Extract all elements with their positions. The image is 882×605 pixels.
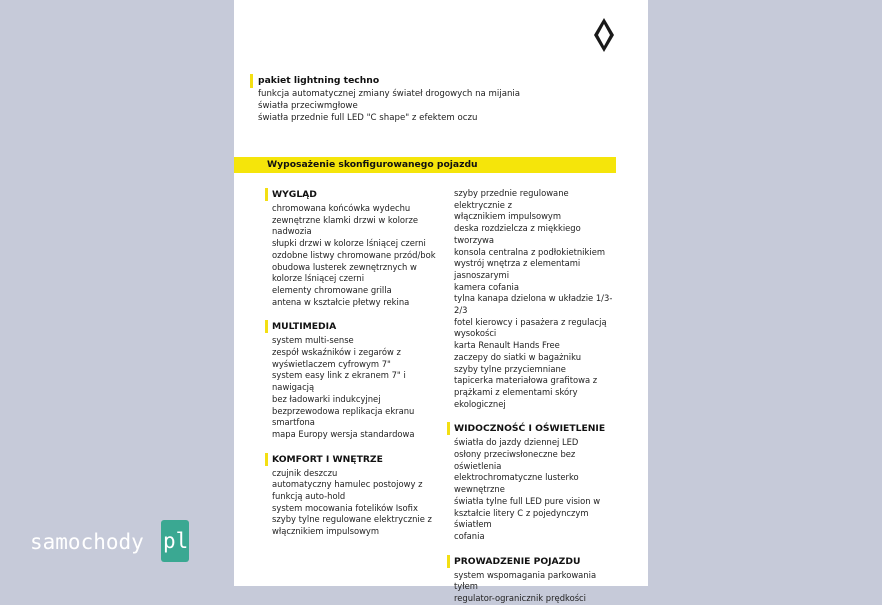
list-item: bezprzewodowa replikacja ekranu <box>272 405 415 416</box>
list-item: ozdobne listwy chromowane przód/bok <box>272 249 436 260</box>
list-item: tylna kanapa dzielona w układzie 1/3-2/3 <box>454 293 613 316</box>
category-komfort-continued <box>447 188 617 410</box>
section-title: Wyposażenie skonfigurowanego pojazdu <box>267 159 478 170</box>
list-item: smartfona <box>272 417 315 428</box>
category-multimedia <box>265 320 437 440</box>
list-item: mapa Europy wersja standardowa <box>272 428 415 439</box>
list-item: kształcie litery C z pojedynczym światłem <box>454 507 589 530</box>
category-title: PROWADZENIE POJAZDU <box>447 555 617 568</box>
list-item: jasnoszarymi <box>454 269 510 280</box>
list-item: słupki drzwi w kolorze lśniącej czerni <box>272 238 426 249</box>
category-komfort <box>265 453 437 538</box>
list-item: karta Renault Hands Free <box>454 340 560 351</box>
document-page <box>234 0 648 604</box>
list-item: światła tylne full LED pure vision w <box>454 495 601 506</box>
category-prowadzenie <box>447 555 617 605</box>
list-item: włącznikiem impulsowym <box>272 526 380 537</box>
package-item: funkcja automatycznej zmiany świateł drogowych na mijania <box>258 89 521 99</box>
list-item: wysokości <box>454 328 497 339</box>
list-item: funkcją auto-hold <box>272 491 346 502</box>
section-header-bar <box>234 157 616 173</box>
right-column <box>447 188 617 605</box>
list-item: zewnętrzne klamki drzwi w kolorze <box>272 214 419 225</box>
list-item: szyby tylne przyciemniane <box>454 363 566 374</box>
category-title: MULTIMEDIA <box>265 320 437 333</box>
list-item: obudowa lusterek zewnętrznych w <box>272 261 417 272</box>
category-title: KOMFORT I WNĘTRZE <box>265 453 437 466</box>
package-block <box>250 74 520 124</box>
list-item: fotel kierowcy i pasażera z regulacją <box>454 316 607 327</box>
list-item: wyświetlaczem cyfrowym 7" <box>272 358 391 369</box>
list-item: szyby przednie regulowane elektrycznie z <box>454 188 569 210</box>
list-item: kamera cofania <box>454 281 519 292</box>
list-item: osłony przeciwsłoneczne bez oświetlenia <box>454 449 576 471</box>
list-item: szyby tylne regulowane elektrycznie z <box>272 514 432 525</box>
package-title: pakiet lightning techno <box>250 74 520 88</box>
list-item: wewnętrzne <box>454 484 505 495</box>
category-title: WIDOCZNOŚĆ I OŚWIETLENIE <box>447 422 617 435</box>
list-item: system easy link z ekranem 7" i nawigacją <box>272 370 406 393</box>
list-item: włącznikiem impulsowym <box>454 211 562 222</box>
category-wyglad <box>265 188 437 308</box>
package-item: światła przednie full LED "C shape" z efektem oczu <box>258 113 478 123</box>
list-item: deska rozdzielcza z miękkiego tworzywa <box>454 223 581 245</box>
list-item: czujnik deszczu <box>272 467 338 478</box>
list-item: kolorze lśniącej czerni <box>272 273 365 284</box>
watermark-text: samochody <box>30 530 144 554</box>
list-item: nadwozia <box>272 226 312 237</box>
list-item: cofania <box>454 530 485 541</box>
watermark-suffix: pl <box>163 529 189 553</box>
list-item: automatyczny hamulec postojowy z <box>272 479 423 490</box>
list-item: regulator-ogranicznik prędkości <box>454 593 586 604</box>
list-item: tapicerka materiałowa grafitowa z <box>454 375 598 386</box>
list-item: chromowana końcówka wydechu <box>272 203 411 213</box>
list-item: zaczepy do siatki w bagażniku <box>454 351 582 362</box>
list-item: system multi-sense <box>272 335 354 346</box>
list-item: system wspomagania parkowania tyłem <box>454 569 597 592</box>
list-item: wystrój wnętrza z elementami <box>454 258 581 269</box>
package-item: światła przeciwmgłowe <box>258 101 358 111</box>
list-item: elementy chromowane grilla <box>272 284 392 295</box>
list-item: elektrochromatyczne lusterko <box>454 472 579 483</box>
list-item: bez ładowarki indukcyjnej <box>272 393 381 404</box>
list-item: zespół wskaźników i zegarów z <box>272 347 401 358</box>
list-item: antena w kształcie płetwy rekina <box>272 296 410 307</box>
category-widocznosc <box>447 422 617 542</box>
watermark-badge <box>161 520 189 562</box>
category-title: WYGLĄD <box>265 188 437 201</box>
renault-logo-icon <box>590 16 618 54</box>
left-column <box>265 188 437 538</box>
list-item: konsola centralna z podłokietnikiem <box>454 246 605 257</box>
list-item: światła do jazdy dziennej LED <box>454 437 579 448</box>
list-item: system mocowania fotelików Isofix <box>272 502 418 513</box>
list-item: prążkami z elementami skóry ekologicznej <box>454 386 578 409</box>
